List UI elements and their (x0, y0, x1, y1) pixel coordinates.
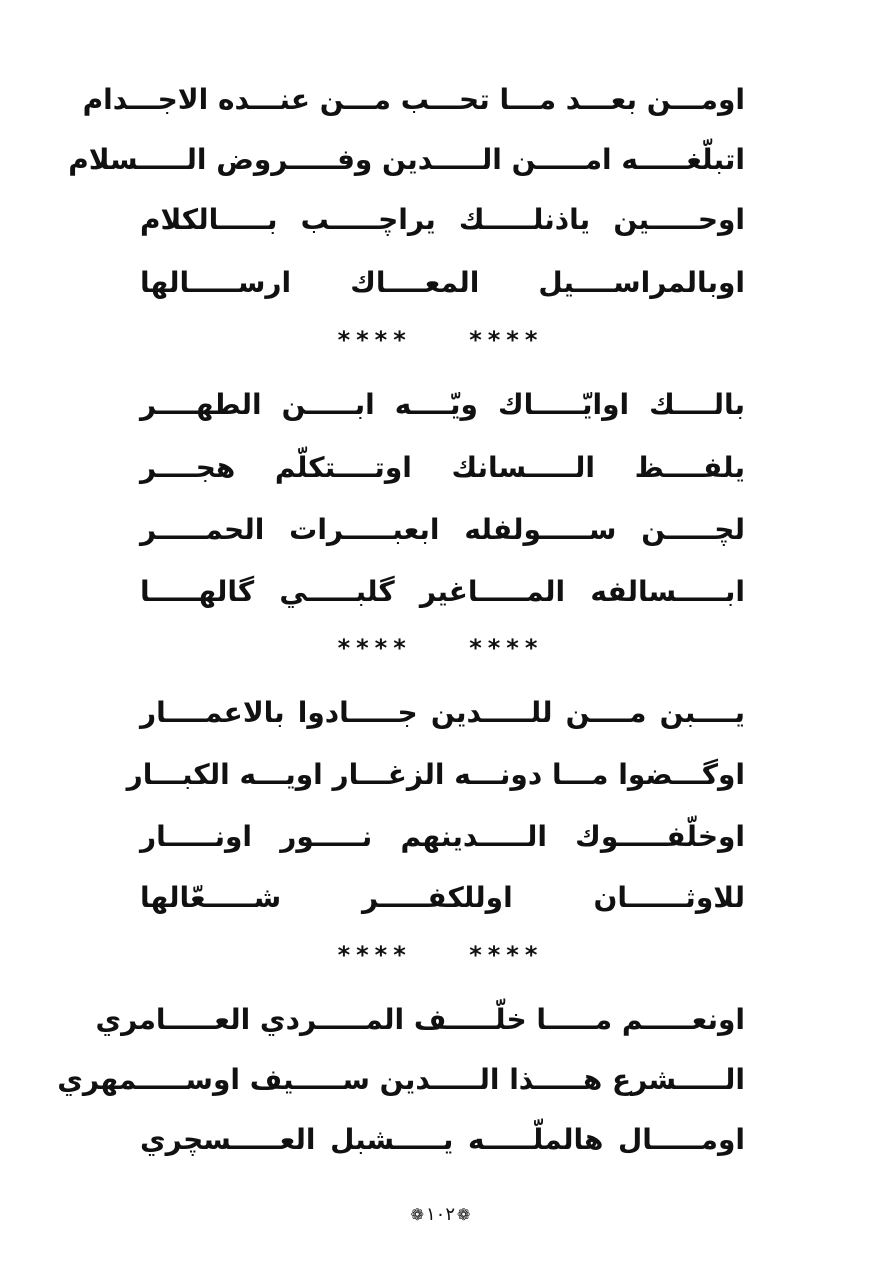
page-number (0, 1200, 881, 1230)
flower-ornament-icon: ❁ (457, 1205, 471, 1224)
verse-line: يلفــــظ الـــــسانك اوتــــتكلّم هجــــر (140, 451, 745, 484)
verse-line: بالــــك اوايّـــــاك ويّــــه ابـــــن الطهــــر (140, 388, 745, 421)
verse-line: اوگـــضوا مـــا دونـــه الزغـــار اويـــه الكبـــار (126, 758, 745, 791)
verse-line: اومـــن بعـــد مـــا تحـــب مـــن عنـــده الاجـــدام (82, 83, 745, 116)
verse-line: اونعـــــم مـــــا خلّـــــف المـــــردي العـــــامري (95, 1003, 745, 1036)
stanza-separator: **** **** (337, 634, 544, 662)
verse-line: اوخلّفـــــوك الـــــدينهم نـــــور اونـــــار (140, 820, 745, 853)
verse-line: اومـــــال هالملّـــــه يـــــشبل العـــــسچري (140, 1123, 745, 1156)
verse-line: اوحـــــين ياذنلـــــك يراچـــــب بـــــالكلام (140, 203, 745, 236)
verse-line: الـــــشرع هـــــذا الـــــدين ســـــيف اوســـــمهري (57, 1063, 745, 1096)
verse-line: لچـــــن ســـــولفله ابعبـــــرات الحمـــــر (140, 513, 745, 546)
flower-ornament-icon: ❁ (410, 1205, 424, 1224)
stanza-separator: **** **** (337, 941, 544, 969)
stanza-separator: **** **** (337, 326, 544, 354)
verse-line: يــــبن مــــن للـــــدين جـــــادوا بالاعمــــار (140, 696, 745, 729)
verse-line: اوبالمراســــيل المعــــاك ارســـــالها (140, 266, 745, 299)
verse-line: للاوثــــــان اوللكفـــــر شـــــعّالها (140, 881, 745, 914)
verse-line: اتبلّغـــــه امـــــن الـــــدين وفـــــروض الـــــسلام (68, 143, 745, 176)
page-number-text: ١٠٢ (425, 1204, 455, 1225)
verse-line: ابـــــسالفه المـــــاغير گلبـــــي گالهـــــا (140, 575, 745, 608)
